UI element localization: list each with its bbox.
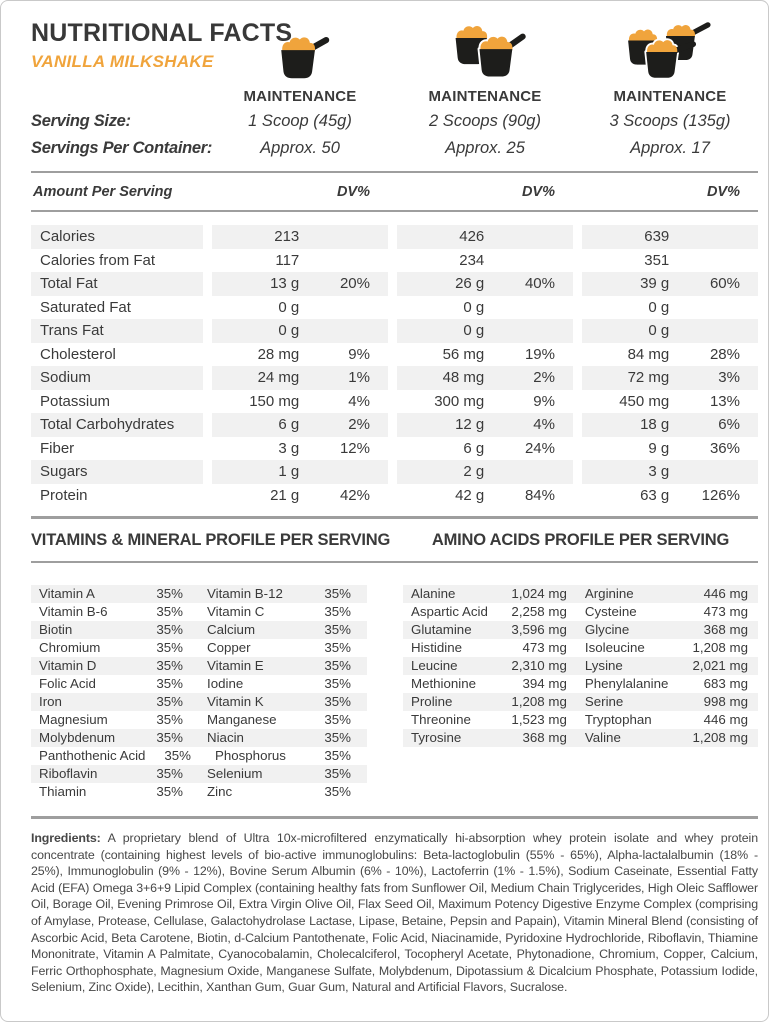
dv-header (212, 184, 388, 200)
list-item (31, 693, 367, 711)
list-item (31, 729, 367, 747)
dv-value (675, 225, 758, 249)
nutrient-name: Vitamin B-12 (207, 586, 283, 601)
nutrient-value: 35% (324, 640, 351, 655)
nutrient-value: 1,208 mg (692, 640, 748, 655)
dv-value: 4% (533, 416, 555, 433)
dv-value (675, 296, 758, 320)
value-band (397, 225, 573, 249)
nutrient-value: 35% (156, 658, 183, 673)
servings-per-container-value: Approx. 25 (445, 139, 525, 157)
ingredients-label: Ingredients: (31, 831, 101, 845)
dv-value: 28% (709, 345, 740, 363)
value-band (212, 437, 388, 461)
nutrient-value: 1,208 mg (692, 730, 748, 745)
list-item (31, 621, 367, 639)
dv-header (582, 184, 758, 200)
amount-value: 639 (644, 228, 670, 245)
divider (31, 210, 758, 212)
nutrient-value: 2,310 mg (511, 658, 567, 673)
nutrient-name: Copper (207, 640, 251, 655)
list-item (31, 675, 367, 693)
amount-value: 2 g (463, 463, 485, 480)
amount-per-serving-label: Amount Per Serving (33, 183, 173, 200)
value-band (582, 366, 758, 390)
row-label: Sodium (31, 366, 203, 390)
dv-value: 13% (709, 392, 740, 410)
nutrient-name: Histidine (411, 640, 462, 655)
amount-value: 0 g (463, 322, 485, 339)
divider (31, 816, 758, 819)
row-label: Protein (40, 486, 88, 504)
table-row (31, 225, 758, 249)
list-item (403, 693, 758, 711)
dv-value: 19% (524, 345, 555, 363)
value-band (397, 249, 573, 273)
amount-value: 3 g (648, 463, 670, 480)
nutrient-name: Glycine (584, 622, 630, 637)
nutrient-value: 35% (324, 748, 351, 763)
nutrient-name: Vitamin A (39, 586, 95, 601)
amount-value: 72 mg (627, 369, 670, 386)
amount-value: 213 (274, 228, 300, 245)
nutrient-value: 3,596 mg (511, 622, 567, 637)
list-item (31, 747, 367, 765)
nutrient-value: 35% (324, 604, 351, 619)
nutrient-name: Vitamin D (39, 658, 97, 673)
nutrient-name: Aspartic Acid (411, 604, 488, 619)
row-label: Calories from Fat (40, 251, 156, 269)
amount-value: 24 mg (257, 369, 300, 386)
table-header-row (31, 173, 758, 210)
list-item (403, 729, 758, 747)
nutrient-name: Valine (584, 730, 621, 745)
serving-size-label: Serving Size: (31, 112, 131, 130)
dv-value (305, 225, 388, 249)
amount-value: 3 g (278, 439, 300, 457)
dv-value (305, 460, 388, 484)
amount-value: 0 g (278, 322, 300, 339)
dv-label: DV% (521, 183, 555, 200)
nutrient-value: 2,021 mg (692, 658, 748, 673)
nutrient-value: 446 mg (703, 712, 748, 727)
amount-value: 450 mg (619, 392, 670, 410)
nutrient-name: Tyrosine (411, 730, 462, 745)
table-row (31, 437, 758, 461)
nutrient-name: Vitamin C (207, 604, 265, 619)
list-item (403, 603, 758, 621)
value-band (397, 460, 573, 484)
value-band (582, 249, 758, 273)
value-band (397, 296, 573, 320)
vitamins-table (31, 585, 367, 801)
amount-value: 63 g (640, 486, 670, 504)
table-row (31, 249, 758, 273)
title-block (31, 19, 292, 72)
scoop-icon (397, 15, 573, 83)
nutrient-value: 368 mg (522, 730, 567, 745)
nutrient-name: Molybdenum (39, 730, 116, 745)
dv-value: 126% (701, 486, 740, 504)
nutrient-value: 35% (324, 694, 351, 709)
nutrient-name: Threonine (411, 712, 471, 727)
nutrient-name: Alanine (411, 586, 456, 601)
nutrient-name: Selenium (207, 766, 263, 781)
column-name: MAINTENANCE (428, 88, 542, 105)
value-band (397, 272, 573, 296)
value-band (397, 437, 573, 461)
list-item (31, 765, 367, 783)
dv-value: 60% (709, 275, 740, 292)
value-band (397, 413, 573, 437)
scoop-icon (582, 15, 758, 83)
nutrient-name: Vitamin K (207, 694, 264, 709)
value-band (397, 484, 573, 508)
nutrient-value: 1,523 mg (511, 712, 567, 727)
value-band (582, 390, 758, 414)
nutrient-value: 473 mg (703, 604, 748, 619)
row-label: Total Fat (31, 272, 203, 296)
nutrient-value: 2,258 mg (511, 604, 567, 619)
list-item (31, 585, 367, 603)
nutrient-name: Glutamine (411, 622, 472, 637)
amount-value: 234 (459, 251, 485, 269)
nutrient-name: Vitamin B-6 (39, 604, 108, 619)
value-band (582, 225, 758, 249)
nutrient-value: 35% (324, 676, 351, 691)
row-label: Sugars (31, 460, 203, 484)
nutrient-value: 35% (156, 622, 183, 637)
value-band (212, 249, 388, 273)
nutrient-name: Iodine (207, 676, 244, 691)
amount-value: 26 g (455, 275, 485, 292)
vitamins-section-title: VITAMINS & MINERAL PROFILE PER SERVING (31, 530, 391, 549)
amount-value: 39 g (640, 275, 670, 292)
nutrient-name: Leucine (411, 658, 458, 673)
dv-value: 24% (524, 439, 555, 457)
nutrient-value: 35% (156, 604, 183, 619)
ingredients-text: A proprietary blend of Ultra 10x-microfiltered enzymatically hi-absorption whey protein isolate and whey protein concentrate (containing highest levels of bio-active immunoglobulins: Beta-lactoglobulin (55% - 65%), Alpha-lactalalbumin (18% - 25%), Immunoglobulin (9% - 12%), Bovine Serum Albumin (6% - 10%), Lactoferrin (1% - 1.5%), Sodium Caseinate, Essential Fatty Acid (EFA) Omega 3+6+9 Lipid Complex (containing healthy fats from Sunflower Oil, Medium Chain Triglycerides, High Oleic Safflower Oil, Borage Oil, Evening Primrose Oil, Extra Virgin Olive Oil, Flax Seed Oil, Maximum Potency Digestive Enzyme Complex (comprising of Amylase, Protease, Cellulase, Galactohydrolase Lactase, Lipase, Betaine, Pepsin and Papain), Vitamin Mineral Blend (consisting of Ascorbic Acid, Beta Carotene, Biotin, d-Calcium Pantothenate, Folic Acid, Niacinamide, Pyridoxine Hydrochloride, Riboflavin, Thiamine Mononitrate, Vitamin A Palmitate, Cyanocobalamin, Cholecalciferol, Tocopheryl Acetate, Phytonadione, Chromium, Copper, Calcium, Ferric Orthophosphate, Magnesium Oxide, Manganese Sulfate, Molybdenum, Dipotassium & Dicalcium Phosphate, Potassium Iodide, Selenium, Zinc Oxide), Lecithin, Xanthan Gum, Guar Gum, Natural and Artificial Flavors, Sucralose. (31, 831, 758, 995)
value-band (397, 343, 573, 367)
serving-size-value: 3 Scoops (135g) (609, 112, 731, 130)
value-band (397, 366, 573, 390)
list-item (403, 621, 758, 639)
list-item (403, 657, 758, 675)
dv-value (490, 460, 573, 484)
amount-value: 150 mg (249, 392, 300, 410)
servings-per-container-value: Approx. 50 (260, 139, 340, 157)
dv-value (490, 319, 573, 343)
list-item (31, 711, 367, 729)
amount-value: 0 g (278, 298, 300, 316)
amount-value: 48 mg (442, 369, 485, 386)
list-item (403, 675, 758, 693)
dv-value: 40% (524, 275, 555, 292)
amount-value: 426 (459, 228, 485, 245)
value-band (582, 272, 758, 296)
nutrient-value: 446 mg (703, 586, 748, 601)
table-row (31, 343, 758, 367)
value-band (582, 296, 758, 320)
nutrient-value: 35% (324, 658, 351, 673)
nutrient-name: Isoleucine (584, 640, 645, 655)
nutrient-value: 35% (324, 766, 351, 781)
row-label: Trans Fat (31, 319, 203, 343)
nutrient-value: 35% (324, 784, 351, 799)
value-band (212, 319, 388, 343)
table-row (31, 319, 758, 343)
spacer (582, 184, 675, 200)
flavor-subtitle: VANILLA MILKSHAKE (31, 52, 214, 71)
nutrient-value: 35% (156, 640, 183, 655)
value-band (397, 390, 573, 414)
value-band (397, 319, 573, 343)
dv-value (490, 225, 573, 249)
nutrient-name: Biotin (39, 622, 73, 637)
value-band (212, 272, 388, 296)
dv-value (675, 460, 758, 484)
row-label: Calories (31, 225, 203, 249)
value-band (212, 366, 388, 390)
row-label: Total Carbohydrates (31, 413, 203, 437)
amount-value: 12 g (455, 416, 485, 433)
dv-value: 2% (533, 369, 555, 386)
amount-value: 351 (644, 251, 670, 269)
nutrient-value: 1,208 mg (511, 694, 567, 709)
amount-value: 56 mg (442, 345, 485, 363)
nutrient-name: Phenylalanine (584, 676, 669, 691)
nutrient-value: 368 mg (703, 622, 748, 637)
dv-value: 9% (533, 392, 555, 410)
dv-value (305, 296, 388, 320)
value-band (212, 296, 388, 320)
value-band (582, 319, 758, 343)
dv-header (397, 184, 573, 200)
value-band (212, 343, 388, 367)
nutrient-name: Folic Acid (39, 676, 96, 691)
spacer (397, 184, 490, 200)
dv-value: 20% (339, 275, 370, 292)
value-band (582, 343, 758, 367)
table-row (31, 460, 758, 484)
amino-table (403, 585, 758, 747)
list-item (31, 657, 367, 675)
amount-value: 28 mg (257, 345, 300, 363)
spacer (212, 184, 305, 200)
amount-value: 42 g (455, 486, 485, 504)
list-item (403, 585, 758, 603)
nutrient-name: Panthothenic Acid (39, 748, 146, 763)
nutrient-value: 35% (156, 586, 183, 601)
value-band (212, 390, 388, 414)
value-band (212, 460, 388, 484)
nutrient-name: Calcium (207, 622, 256, 637)
dv-value (305, 319, 388, 343)
list-item (31, 639, 367, 657)
nutrient-value: 394 mg (522, 676, 567, 691)
nutrient-value: 683 mg (703, 676, 748, 691)
nutrient-name: Chromium (39, 640, 101, 655)
dv-value (305, 249, 388, 273)
amount-value: 18 g (640, 416, 670, 433)
spacer (31, 83, 203, 108)
nutrient-name: Zinc (207, 784, 233, 799)
dv-value: 4% (348, 392, 370, 410)
column-name: MAINTENANCE (243, 88, 357, 105)
amount-value: 6 g (278, 416, 300, 433)
value-band (582, 484, 758, 508)
nutrient-value: 35% (324, 586, 351, 601)
amount-value: 0 g (648, 322, 670, 339)
nutrient-value: 35% (156, 694, 183, 709)
table-row (31, 272, 758, 296)
nutrient-name: Proline (411, 694, 453, 709)
value-band (582, 460, 758, 484)
list-item (403, 639, 758, 657)
nutrition-rows (31, 225, 758, 507)
table-row (31, 366, 758, 390)
nutrient-value: 35% (156, 766, 183, 781)
amount-value: 1 g (278, 463, 300, 480)
nutrient-value: 1,024 mg (511, 586, 567, 601)
dv-value: 1% (348, 369, 370, 386)
amino-section-title: AMINO ACIDS PROFILE PER SERVING (431, 530, 730, 549)
dv-value (675, 249, 758, 273)
nutrient-name: Tryptophan (584, 712, 652, 727)
nutrient-value: 35% (156, 676, 183, 691)
amount-value: 0 g (463, 298, 485, 316)
divider (31, 561, 758, 563)
row-label: Potassium (40, 392, 111, 410)
nutrient-name: Thiamin (39, 784, 87, 799)
row-label: Fiber (40, 439, 75, 457)
dv-label: DV% (336, 183, 370, 200)
nutrient-name: Iron (39, 694, 62, 709)
value-band (582, 437, 758, 461)
amount-value: 300 mg (434, 392, 485, 410)
dv-value: 42% (339, 486, 370, 504)
amount-value: 117 (275, 251, 300, 269)
value-band (582, 413, 758, 437)
dv-label: DV% (706, 183, 740, 200)
nutrient-value: 473 mg (522, 640, 567, 655)
row-label: Saturated Fat (40, 298, 131, 316)
dv-value: 36% (709, 439, 740, 457)
nutrient-value: 35% (156, 784, 183, 799)
nutrient-value: 35% (156, 730, 183, 745)
dv-value: 9% (348, 345, 370, 363)
nutrient-name: Arginine (584, 586, 634, 601)
dv-value: 6% (718, 416, 740, 433)
list-item (31, 783, 367, 801)
nutrient-value: 35% (324, 622, 351, 637)
dv-value (675, 319, 758, 343)
nutrient-name: Magnesium (39, 712, 108, 727)
table-row (31, 390, 758, 414)
amount-value: 84 mg (627, 345, 670, 363)
servings-per-container-label: Servings Per Container: (31, 139, 213, 157)
amount-value: 13 g (270, 275, 300, 292)
amount-value: 6 g (463, 439, 485, 457)
dv-value: 84% (524, 486, 555, 504)
dv-value: 12% (339, 439, 370, 457)
list-item (403, 711, 758, 729)
dv-value: 2% (348, 416, 370, 433)
value-band (212, 413, 388, 437)
nutrient-value: 35% (324, 712, 351, 727)
servings-per-container-value: Approx. 17 (630, 139, 710, 157)
nutrient-name: Manganese (207, 712, 277, 727)
table-row (31, 296, 758, 320)
value-band (212, 225, 388, 249)
nutrient-name: Methionine (411, 676, 477, 691)
profiles-header-row (31, 519, 758, 561)
table-row (31, 484, 758, 508)
value-band (212, 484, 388, 508)
nutrient-name: Lysine (584, 658, 623, 673)
serving-size-value: 2 Scoops (90g) (429, 112, 541, 130)
nutrient-name: Vitamin E (207, 658, 264, 673)
nutrient-value: 35% (324, 730, 351, 745)
nutrient-value: 998 mg (703, 694, 748, 709)
nutrient-name: Riboflavin (39, 766, 98, 781)
profiles-tables (31, 585, 758, 816)
serving-size-value: 1 Scoop (45g) (248, 112, 352, 130)
dv-value: 3% (718, 369, 740, 386)
nutrient-value: 35% (156, 712, 183, 727)
dv-value (490, 296, 573, 320)
dv-value (490, 249, 573, 273)
table-row (31, 413, 758, 437)
nutrient-name: Phosphorus (214, 748, 286, 763)
column-name: MAINTENANCE (613, 88, 727, 105)
row-label: Cholesterol (40, 345, 116, 363)
content (1, 171, 768, 996)
ingredients-paragraph (31, 830, 758, 996)
amount-value: 21 g (270, 486, 300, 504)
amount-value: 0 g (648, 298, 670, 316)
nutrient-name: Serine (584, 694, 624, 709)
nutrient-name: Cysteine (584, 604, 637, 619)
list-item (31, 603, 367, 621)
amount-value: 9 g (648, 439, 670, 457)
nutrient-name: Niacin (207, 730, 244, 745)
page-title: NUTRITIONAL FACTS (31, 19, 293, 47)
nutrient-value: 35% (164, 748, 191, 763)
